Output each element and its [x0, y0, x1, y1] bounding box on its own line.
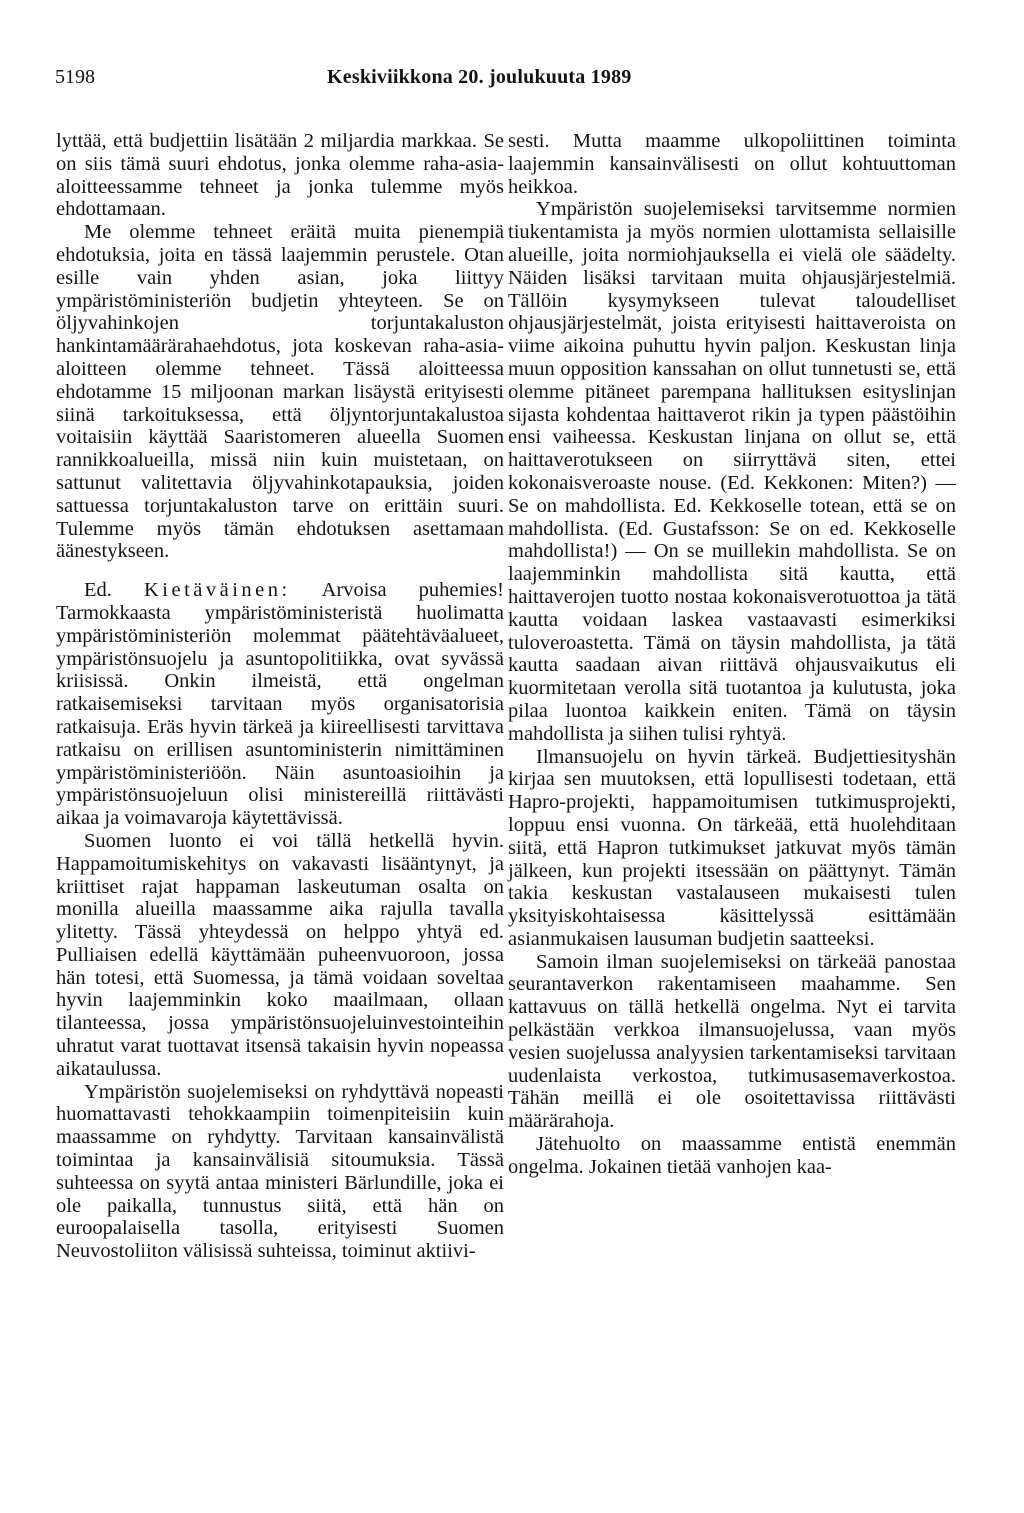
paragraph: Suomen luonto ei voi tällä hetkellä hyvin. Happamoitumiskehitys on vakavasti lisääntynyt, ja kriittiset rajat happaman laskeutuman osalta on monilla alueilla maassamme aika rajulla tavalla ylitetty. Tässä yhteydessä on helppo yhtyä ed. Pulliaisen edellä käyttämään puheenvuoroon, jossa hän totesi, että Suomessa, ja tämä voidaan soveltaa hyvin laajemminkin koko maailmaan, ollaan tilanteessa, jossa ympäristönsuojeluinvestointeihin uhratut varat tuottavat itsensä takaisin hyvin nopeassa aikataulussa. [56, 829, 504, 1080]
paragraph: Samoin ilman suojelemiseksi on tärkeää panostaa seurantaverkon rakentamiseen maahamme. Sen kattavuus on tällä hetkellä ongelma. Nyt ei tarvita pelkästään verkkoa ilmansuojelussa, vaan myös vesien suojelussa analyysien tarkentamiseksi tarvitaan uudenlaista verkostoa, tutkimusasemaverkostoa. Tähän meillä ei ole osoitettavissa riittävästi määrärahoja. [508, 950, 956, 1133]
paragraph: Me olemme tehneet eräitä muita pienempiä ehdotuksia, joita en tässä laajemmin perustele. Otan esille vain yhden asian, joka liittyy ympäristöministeriön budjetin yhteyteen. Se on öljyvahinkojen torjuntakaluston hankintamäärärahaehdotus, jota koskevan raha-asia-aloitteen olemme tehneet. Tässä aloitteessa ehdotamme 15 miljoonan markan lisäystä erityisesti siinä tarkoituksessa, että öljyntorjuntakalustoa voitaisiin käyttää Saaristomeren alueella Suomen rannikkoalueilla, missä niin kuin muistetaan, on sattunut valitettavia öljyvahinkotapauksia, joiden sattuessa torjuntakaluston tarve on erittäin suuri. Tulemme myös tämän ehdotuksen asettamaan äänestykseen. [56, 221, 504, 563]
paragraph: Ilmansuojelu on hyvin tärkeä. Budjettiesityshän kirjaa sen muutoksen, että lopullisesti todetaan, että Hapro-projekti, happamoitumisen tutkimusprojekti, loppuu ensi vuonna. On tärkeää, että huolehditaan siitä, että Hapron tutkimukset jatkuvat myös tämän jälkeen, kun projekti itsessään on päättynyt. Tämän takia keskustan vastalauseen mukaisesti tulen yksityiskohtaisessa käsittelyssä esittämään asianmukaisen lausuman budjetin saatteeksi. [508, 745, 956, 950]
paragraph: sesti. Mutta maamme ulkopoliittinen toiminta laajemmin kansainvälisesti on ollut kohtuuttoman heikkoa. [508, 130, 956, 198]
paragraph: lyttää, että budjettiin lisätään 2 miljardia markkaa. Se on siis tämä suuri ehdotus, jonka olemme raha-asia-aloitteessamme tehneet ja jonka tulemme myös ehdottamaan. [56, 130, 504, 221]
page-header [55, 66, 970, 96]
paragraph: Ympäristön suojelemiseksi on ryhdyttävä nopeasti huomattavasti tehokkaampiin toimenpiteisiin kuin maassamme on ryhdytty. Tarvitaan kansainvälistä toimintaa ja kansainvälisiä sitoumuksia. Tässä suhteessa on syytä antaa ministeri Bärlundille, joka ei ole paikalla, tunnustus siitä, että hän on euroopalaisella tasolla, erityisesti Suomen Neuvostoliiton välisissä suhteissa, toiminut aktiivi- [56, 1080, 504, 1263]
speaker-prefix: Ed. [84, 579, 112, 602]
paragraph: Jätehuolto on maassamme entistä enemmän ongelma. Jokainen tietää vanhojen kaa- [508, 1133, 956, 1178]
left-column [56, 130, 504, 1263]
right-column [508, 130, 956, 1179]
page-number: 5198 [55, 66, 95, 88]
speaker-name: Kietäväinen: [143, 579, 291, 602]
speech-text: Arvoisa puhemies! Tarmokkaasta ympäristöministeristä huolimatta ympäristöministeriön molemmat päätehtäväalueet, ympäristönsuojelu ja asuntopolitiikka, ovat syvässä kriisissä. Onkin ilmeistä, että ongelman ratkaisemiseksi tarvitaan myös organisatorisia ratkaisuja. Eräs hyvin tärkeä ja kiireellisesti tarvittava ratkaisu on erillisen asuntoministerin nimittäminen ympäristöministeriöön. Näin asuntoasioihin ja ympäristönsuojeluun olisi ministereillä riittävästi aikaa ja voimavaroja käytettävissä. [56, 579, 504, 830]
speech-paragraph [56, 579, 504, 830]
running-head: Keskiviikkona 20. joulukuuta 1989 [327, 66, 632, 88]
paragraph: Ympäristön suojelemiseksi tarvitsemme normien tiukentamista ja myös normien ulottamista sellaisille alueille, joita normiohjauksella ei vielä ole säädelty. Näiden lisäksi tarvitaan muita ohjausjärjestelmiä. Tällöin kysymykseen tulevat taloudelliset ohjausjärjestelmät, joista erityisesti haittaveroista on viime aikoina puhuttu hyvin paljon. Keskustan linja muun opposition kanssahan on ollut tunnetusti se, että olemme pitäneet parempana hallituksen esityslinjan sijasta kohdentaa haittaverot rikin ja typen päästöihin ensi vaiheessa. Keskustan linjana on ollut se, että haittaverotukseen on siirryttävä siten, ettei kokonaisveroaste nouse. (Ed. Kekkonen: Miten?) — Se on mahdollista. Ed. Kekkoselle totean, että se on mahdollista. (Ed. Gustafsson: Se on ed. Kekkoselle mahdollista!) — On se muillekin mahdollista. Se on laajemminkin mahdollista sitä kautta, että haittaverojen tuotto nostaa kokonaisverotuottoa ja tätä kautta voidaan laskea vastaavasti esimerkiksi tuloveroastetta. Tämä on täysin mahdollista, ja tätä kautta saadaan aivan riittävä ohjausvaikutus eli kuormitetaan verolla sitä tuotantoa ja kulutusta, joka pilaa luontoa kaikkein eniten. Tämä on täysin mahdollista ja siihen tulisi ryhtyä. [508, 198, 956, 745]
